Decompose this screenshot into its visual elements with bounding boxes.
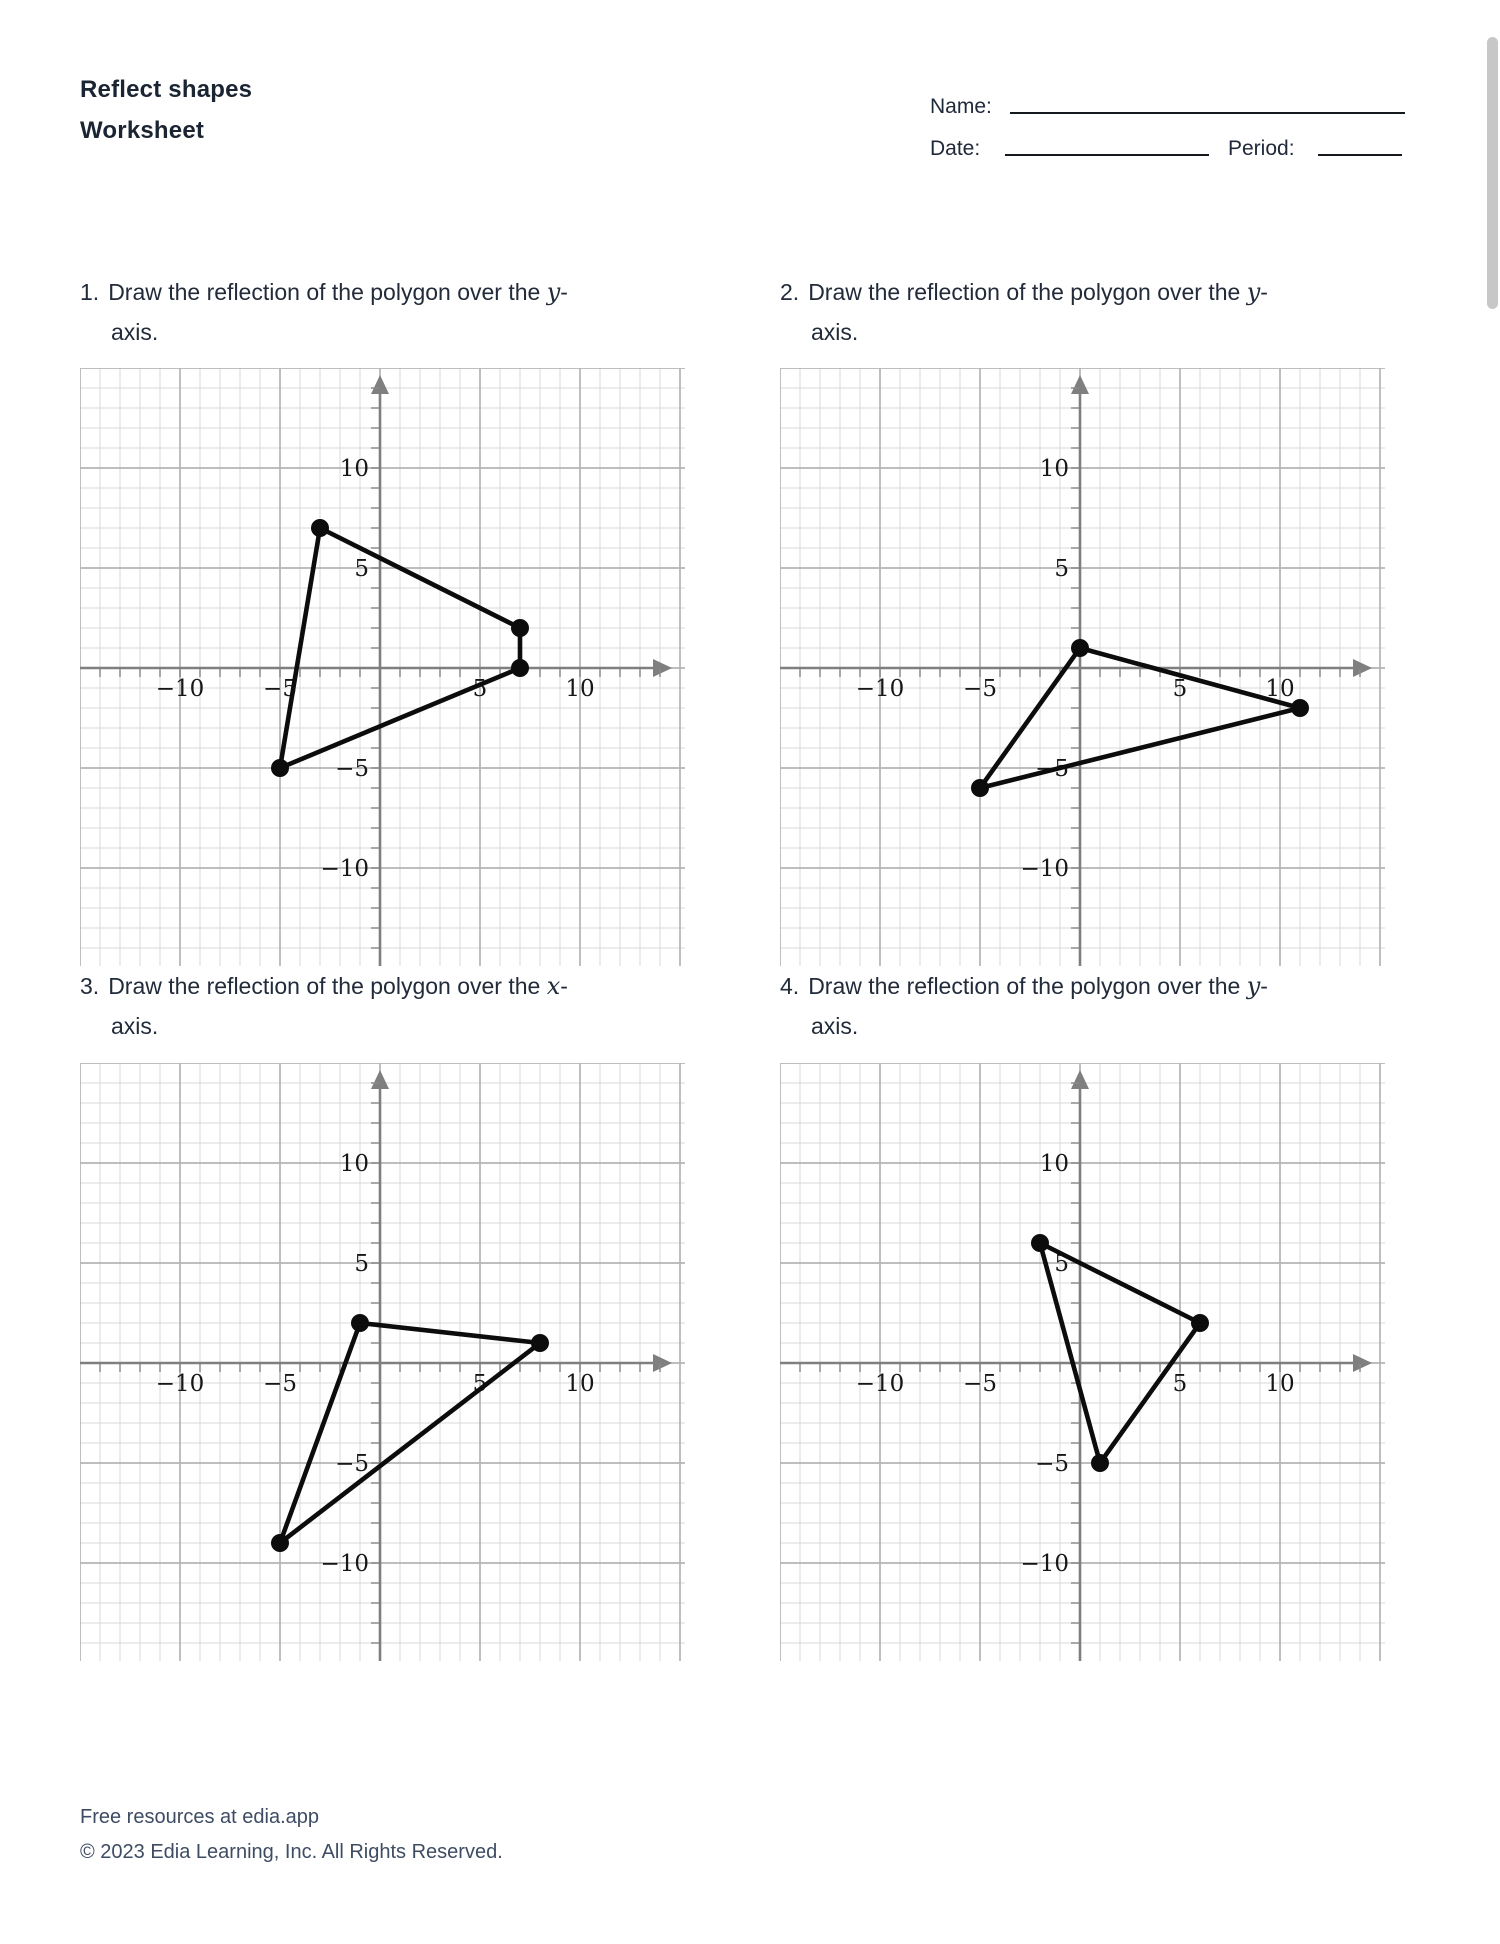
grid-4-svg	[780, 1063, 1385, 1661]
axes	[780, 375, 1372, 966]
y-axis-label: 5	[354, 1251, 369, 1277]
x-axis-label: −5	[263, 1371, 297, 1397]
question-3-text-line2: axis.	[111, 1013, 159, 1039]
grid-2-svg	[780, 368, 1385, 966]
scrollbar-thumb[interactable]	[1487, 37, 1498, 309]
name-line	[1010, 112, 1405, 114]
question-2-text-line2: axis.	[811, 319, 859, 345]
axes	[80, 1070, 672, 1661]
question-1-number: 1.	[80, 279, 100, 305]
x-axis-label: 10	[1265, 1371, 1295, 1397]
y-axis-label: 10	[339, 1151, 369, 1177]
y-axis-label: −10	[320, 856, 369, 882]
question-1-text: Draw the reflection of the polygon over the	[108, 279, 547, 305]
x-axis-arrowhead	[1353, 1354, 1372, 1372]
y-axis-arrowhead	[1071, 375, 1089, 394]
question-1-text-line2: axis.	[111, 319, 159, 345]
question-1-axis-variable: y	[546, 278, 561, 306]
x-axis-label: 10	[565, 1371, 595, 1397]
x-axis-label: −10	[155, 1371, 205, 1397]
polygon-vertex	[1291, 699, 1309, 717]
x-axis-label: −10	[855, 676, 905, 702]
x-axis-label: −10	[155, 676, 205, 702]
y-axis-arrowhead	[371, 1070, 389, 1089]
question-3: 3. Draw the reflection of the polygon over the x- axis.	[80, 972, 568, 1039]
polygon-vertex	[1071, 639, 1089, 657]
question-1: 1. Draw the reflection of the polygon over the y- axis.	[80, 278, 568, 345]
coordinate-grid-1	[80, 368, 685, 966]
coordinate-grid-3	[80, 1063, 685, 1661]
polygon-vertex	[311, 519, 329, 537]
y-axis-arrowhead	[371, 375, 389, 394]
date-label: Date:	[930, 137, 981, 160]
x-axis-label: 10	[565, 676, 595, 702]
x-axis-label: −5	[263, 676, 297, 702]
x-axis-arrowhead	[1353, 659, 1372, 677]
footer-copyright: © 2023 Edia Learning, Inc. All Rights Reserved.	[80, 1841, 503, 1863]
coordinate-grid-2	[780, 368, 1385, 966]
y-axis-label: −5	[1035, 1451, 1069, 1477]
axes	[780, 1070, 1372, 1661]
period-line	[1318, 154, 1402, 156]
y-axis-label: −10	[1020, 1551, 1069, 1577]
question-2-text: Draw the reflection of the polygon over the	[808, 279, 1247, 305]
question-2-axis-variable: y	[1246, 278, 1261, 306]
x-axis-label: 5	[1172, 1371, 1188, 1397]
polygon-shape	[280, 1323, 540, 1543]
question-3-axis-variable: x	[546, 972, 561, 1000]
y-axis-label: 5	[354, 556, 369, 582]
polygon-vertex	[271, 759, 289, 777]
y-axis-label: −5	[335, 1451, 369, 1477]
polygon-vertex	[1031, 1234, 1049, 1252]
y-axis-arrowhead	[1071, 1070, 1089, 1089]
date-line	[1005, 154, 1209, 156]
question-2: 2. Draw the reflection of the polygon over the y- axis.	[780, 278, 1268, 345]
x-axis-label: 10	[1265, 676, 1295, 702]
y-axis-label: 10	[339, 456, 369, 482]
question-3-number: 3.	[80, 973, 100, 999]
question-4-text: Draw the reflection of the polygon over the	[808, 973, 1247, 999]
polygon-vertex	[351, 1314, 369, 1332]
polygon-vertex	[1091, 1454, 1109, 1472]
polygon-vertex	[271, 1534, 289, 1552]
y-axis-label: −5	[335, 756, 369, 782]
x-axis-label: −5	[963, 1371, 997, 1397]
period-label: Period:	[1228, 137, 1295, 160]
polygon-vertex	[971, 779, 989, 797]
y-axis-label: −5	[1035, 756, 1069, 782]
polygon-vertex	[531, 1334, 549, 1352]
y-axis-label: 5	[1054, 556, 1069, 582]
polygon-vertex	[511, 619, 529, 637]
grid-1-svg	[80, 368, 685, 966]
x-axis-label: 5	[472, 1371, 488, 1397]
x-axis-arrowhead	[653, 1354, 672, 1372]
question-4: 4. Draw the reflection of the polygon over the y- axis.	[780, 972, 1268, 1039]
y-axis-label: 5	[1054, 1251, 1069, 1277]
question-4-axis-variable: y	[1246, 972, 1261, 1000]
y-axis-label: 10	[1039, 1151, 1069, 1177]
worksheet-title-line2: Worksheet	[80, 117, 205, 144]
x-axis-label: 5	[472, 676, 488, 702]
polygon-vertex	[511, 659, 529, 677]
x-axis-label: −10	[855, 1371, 905, 1397]
coordinate-grid-4	[780, 1063, 1385, 1661]
y-axis-label: −10	[320, 1551, 369, 1577]
x-axis-label: 5	[1172, 676, 1188, 702]
name-label: Name:	[930, 95, 992, 118]
x-axis-arrowhead	[653, 659, 672, 677]
question-2-number: 2.	[780, 279, 800, 305]
y-axis-label: 10	[1039, 456, 1069, 482]
footer-resources: Free resources at edia.app	[80, 1806, 320, 1828]
worksheet-title-line1: Reflect shapes	[80, 76, 253, 103]
question-4-text-line2: axis.	[811, 1013, 859, 1039]
x-axis-label: −5	[963, 676, 997, 702]
polygon-vertex	[1191, 1314, 1209, 1332]
question-3-text: Draw the reflection of the polygon over the	[108, 973, 547, 999]
question-4-number: 4.	[780, 973, 800, 999]
axes	[80, 375, 672, 966]
grid-3-svg	[80, 1063, 685, 1661]
y-axis-label: −10	[1020, 856, 1069, 882]
